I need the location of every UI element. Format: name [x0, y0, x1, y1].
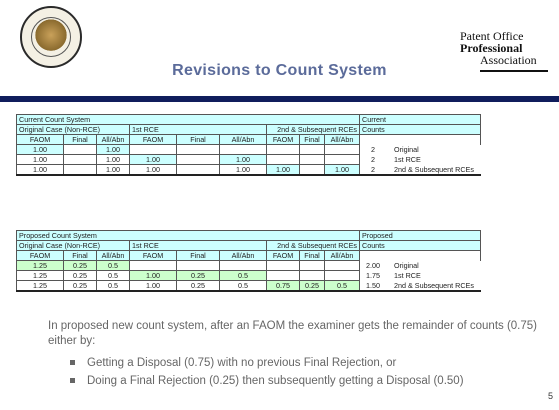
square-bullet-icon — [70, 360, 75, 365]
count-spacer — [360, 135, 387, 145]
cell — [325, 145, 360, 155]
cell: 0.25 — [177, 271, 220, 281]
square-bullet-icon — [70, 378, 75, 383]
cell — [267, 261, 300, 271]
group-2nd-rce: 2nd & Subsequent RCEs — [267, 241, 360, 251]
table-row — [17, 145, 481, 155]
cell — [130, 145, 177, 155]
current-count-table — [16, 114, 481, 176]
popa-logo-line2: Professional — [460, 41, 523, 55]
cell: 1.00 — [130, 165, 177, 176]
cell — [300, 155, 325, 165]
bullet-text: Getting a Disposal (0.75) with no previous Final Rejection, or — [87, 357, 397, 369]
cell — [300, 145, 325, 155]
count-spacer — [360, 251, 387, 261]
cell: 0.5 — [325, 281, 360, 292]
cell: 1.00 — [325, 165, 360, 176]
cell: 0.25 — [177, 281, 220, 292]
cell: 1.00 — [17, 155, 64, 165]
col-faom: FAOM — [17, 135, 64, 145]
col-allabn: All/Abn — [325, 135, 360, 145]
popa-logo-line1: Patent Office — [460, 29, 524, 43]
cell — [64, 145, 97, 155]
col-faom: FAOM — [17, 251, 64, 261]
cell: 1.00 — [97, 155, 130, 165]
cell — [177, 165, 220, 176]
cell — [177, 261, 220, 271]
count-label: 2nd & Subsequent RCEs — [386, 165, 481, 176]
col-final: Final — [64, 135, 97, 145]
col-final: Final — [64, 251, 97, 261]
cell: 1.00 — [97, 145, 130, 155]
group-original: Original Case (Non-RCE) — [17, 241, 130, 251]
cell — [267, 145, 300, 155]
col-allabn: All/Abn — [97, 251, 130, 261]
cell: 0.5 — [97, 271, 130, 281]
group-1st-rce: 1st RCE — [130, 125, 267, 135]
cell: 1.00 — [220, 155, 267, 165]
count-label: Original — [394, 145, 419, 154]
col-final: Final — [300, 135, 325, 145]
count-value: 2.00 — [366, 261, 380, 270]
col-allabn: All/Abn — [97, 135, 130, 145]
col-final: Final — [300, 251, 325, 261]
col-final: Final — [177, 135, 220, 145]
cell: 1.00 — [17, 165, 64, 176]
cell — [220, 145, 267, 155]
cell — [64, 155, 97, 165]
cell: 1.00 — [220, 165, 267, 176]
cell: 0.5 — [220, 281, 267, 292]
cell: 1.00 — [97, 165, 130, 176]
cell: 0.5 — [97, 261, 130, 271]
label-spacer — [386, 135, 481, 145]
col-faom: FAOM — [130, 251, 177, 261]
col-faom: FAOM — [130, 135, 177, 145]
table-row — [17, 281, 481, 292]
uspto-seal-logo — [20, 6, 82, 68]
cell: 0.25 — [64, 261, 97, 271]
count-label: 1st RCE — [394, 155, 421, 164]
counts-heading: Proposed — [360, 231, 481, 241]
popa-logo-line3: Association — [480, 53, 537, 67]
group-original: Original Case (Non-RCE) — [17, 125, 130, 135]
table-row — [17, 165, 481, 176]
col-faom: FAOM — [267, 251, 300, 261]
cell: 0.5 — [97, 281, 130, 292]
count-label: 2nd & Subsequent RCEs — [386, 281, 481, 292]
table-row — [17, 261, 481, 271]
count-value: 2 — [360, 165, 387, 176]
table-row — [17, 155, 481, 165]
cell — [300, 261, 325, 271]
cell — [64, 165, 97, 176]
cell: 1.00 — [17, 145, 64, 155]
cell — [325, 271, 360, 281]
cell — [325, 261, 360, 271]
col-allabn: All/Abn — [220, 251, 267, 261]
eagle-icon — [31, 17, 71, 57]
table-heading: Current Count System — [17, 115, 360, 125]
count-label: Original — [394, 261, 419, 270]
counts-subheading: Counts — [360, 125, 481, 135]
proposed-count-table — [16, 230, 481, 292]
cell — [130, 261, 177, 271]
count-value: 1.50 — [360, 281, 387, 292]
col-faom: FAOM — [267, 135, 300, 145]
counts-subheading: Counts — [360, 241, 481, 251]
cell: 1.25 — [17, 281, 64, 292]
cell: 0.25 — [64, 281, 97, 292]
group-2nd-rce: 2nd & Subsequent RCEs — [267, 125, 360, 135]
cell: 0.5 — [220, 271, 267, 281]
cell — [267, 155, 300, 165]
cell: 0.25 — [64, 271, 97, 281]
cell: 1.00 — [130, 281, 177, 292]
cell — [177, 155, 220, 165]
bullet-text: Doing a Final Rejection (0.25) then subsequently getting a Disposal (0.50) — [87, 375, 464, 387]
cell — [300, 271, 325, 281]
cell: 0.25 — [300, 281, 325, 292]
col-final: Final — [177, 251, 220, 261]
bullet-item — [70, 357, 396, 369]
table-row — [17, 271, 481, 281]
col-allabn: All/Abn — [220, 135, 267, 145]
body-paragraph: In proposed new count system, after an FAOM the examiner gets the remainder of counts (0.75) either by: — [48, 320, 537, 347]
cell: 1.00 — [130, 271, 177, 281]
cell: 1.00 — [130, 155, 177, 165]
cell — [177, 145, 220, 155]
count-label: 1st RCE — [394, 271, 421, 280]
table-heading: Proposed Count System — [17, 231, 360, 241]
cell: 1.25 — [17, 271, 64, 281]
cell — [325, 155, 360, 165]
title-divider-bar — [0, 96, 559, 102]
cell: 1.25 — [17, 261, 64, 271]
slide-title: Revisions to Count System — [172, 62, 387, 79]
count-value: 1.75 — [366, 271, 380, 280]
label-spacer — [386, 251, 481, 261]
page-number: 5 — [547, 391, 553, 401]
cell — [300, 165, 325, 176]
cell — [267, 271, 300, 281]
cell — [220, 261, 267, 271]
counts-heading: Current — [360, 115, 481, 125]
count-value: 2 — [371, 145, 375, 154]
cell: 1.00 — [267, 165, 300, 176]
group-1st-rce: 1st RCE — [130, 241, 267, 251]
col-allabn: All/Abn — [325, 251, 360, 261]
count-value: 2 — [371, 155, 375, 164]
cell: 0.75 — [267, 281, 300, 292]
bullet-item — [70, 375, 464, 387]
